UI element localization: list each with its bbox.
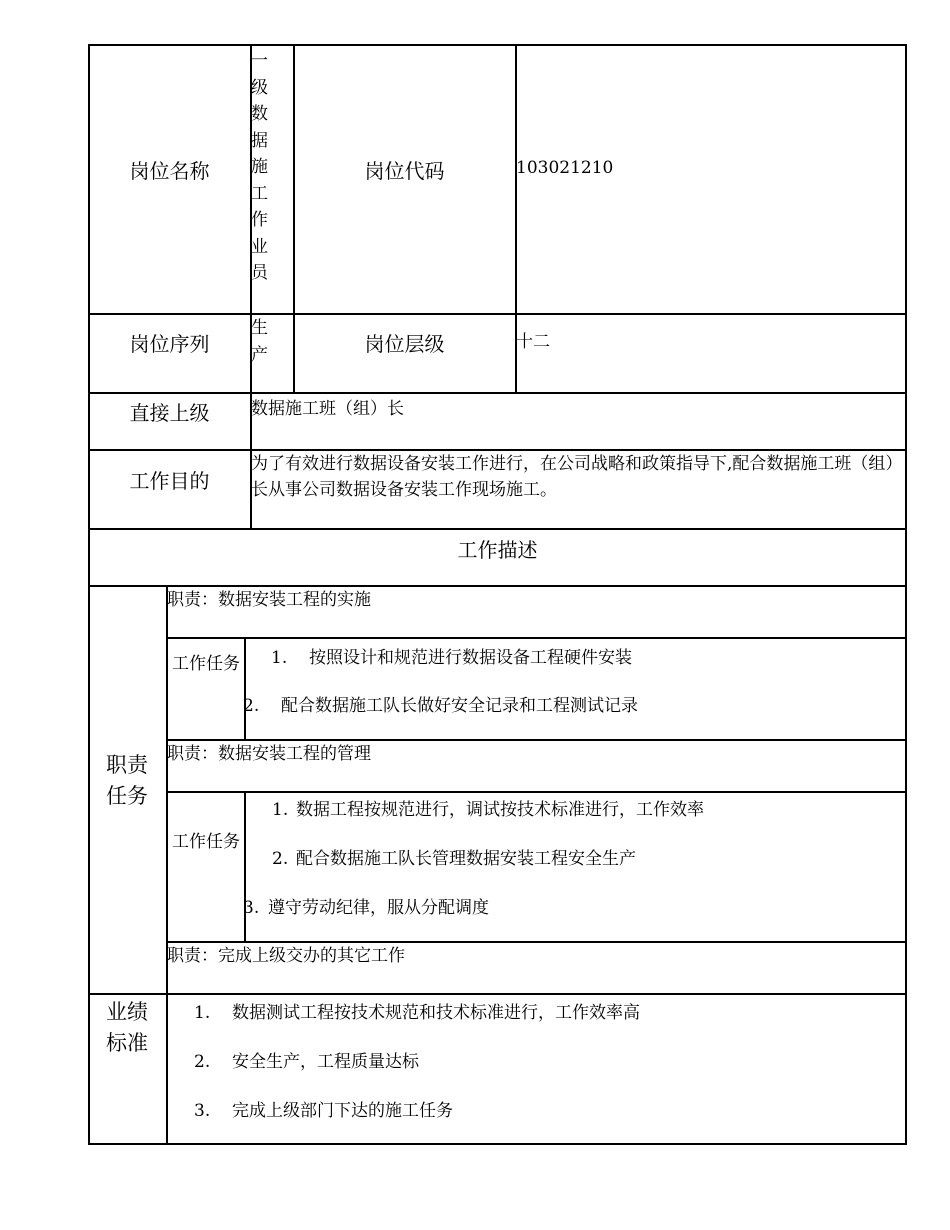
col-divider — [244, 637, 246, 739]
duties-section-label: 职责任务 — [106, 753, 148, 808]
row-divider — [88, 528, 907, 530]
post-code-label: 岗位代码 — [364, 159, 445, 183]
row-divider — [88, 993, 907, 995]
post-code-value: 103021210 — [516, 158, 614, 178]
task-item: 1. 按照设计和规范进行数据设备工程硬件安装 — [271, 648, 632, 668]
performance-item: 1. 数据测试工程按技术规范和技术标准进行，工作效率高 — [194, 1003, 640, 1023]
col-divider — [244, 791, 246, 941]
performance-label: 业绩标准 — [106, 1000, 148, 1055]
job-description-table — [88, 44, 907, 1145]
task-item: 2. 配合数据施工队长管理数据安装工程安全生产 — [272, 849, 636, 869]
performance-item: 3. 完成上级部门下达的施工任务 — [194, 1101, 453, 1121]
row-divider — [88, 313, 907, 315]
duty-title: 职责：数据安装工程的实施 — [167, 590, 371, 610]
row-divider — [88, 392, 907, 394]
col-divider — [166, 585, 168, 1145]
supervisor-label: 直接上级 — [129, 401, 210, 425]
post-level-label: 岗位层级 — [364, 332, 445, 356]
post-name-value: 一级数据施工作业员 — [251, 51, 268, 283]
duty-title: 职责：完成上级交办的其它工作 — [167, 946, 405, 966]
section-title: 工作描述 — [457, 538, 538, 562]
task-item: 1. 数据工程按规范进行，调试按技术标准进行，工作效率 — [272, 800, 704, 820]
row-divider — [166, 791, 907, 793]
task-item: 3. 遵守劳动纪律，服从分配调度 — [243, 898, 489, 918]
performance-item: 2. 安全生产，工程质量达标 — [194, 1052, 419, 1072]
supervisor-value: 数据施工班（组）长 — [251, 399, 404, 419]
task-label: 工作任务 — [172, 654, 240, 674]
post-series-label: 岗位序列 — [129, 332, 210, 356]
purpose-label: 工作目的 — [129, 469, 210, 493]
duty-title: 职责：数据安装工程的管理 — [167, 744, 371, 764]
task-item: 2. 配合数据施工队长做好安全记录和工程测试记录 — [243, 696, 638, 716]
purpose-value: 为了有效进行数据设备安装工作进行，在公司战略和政策指导下,配合数据施工班（组）长从事公司数据设备安装工作现场施工。 — [251, 454, 903, 500]
row-divider — [166, 637, 907, 639]
post-name-label: 岗位名称 — [129, 159, 210, 183]
post-series-value: 生产 — [251, 318, 268, 365]
task-label: 工作任务 — [172, 832, 240, 852]
post-level-value: 十二 — [516, 332, 550, 352]
